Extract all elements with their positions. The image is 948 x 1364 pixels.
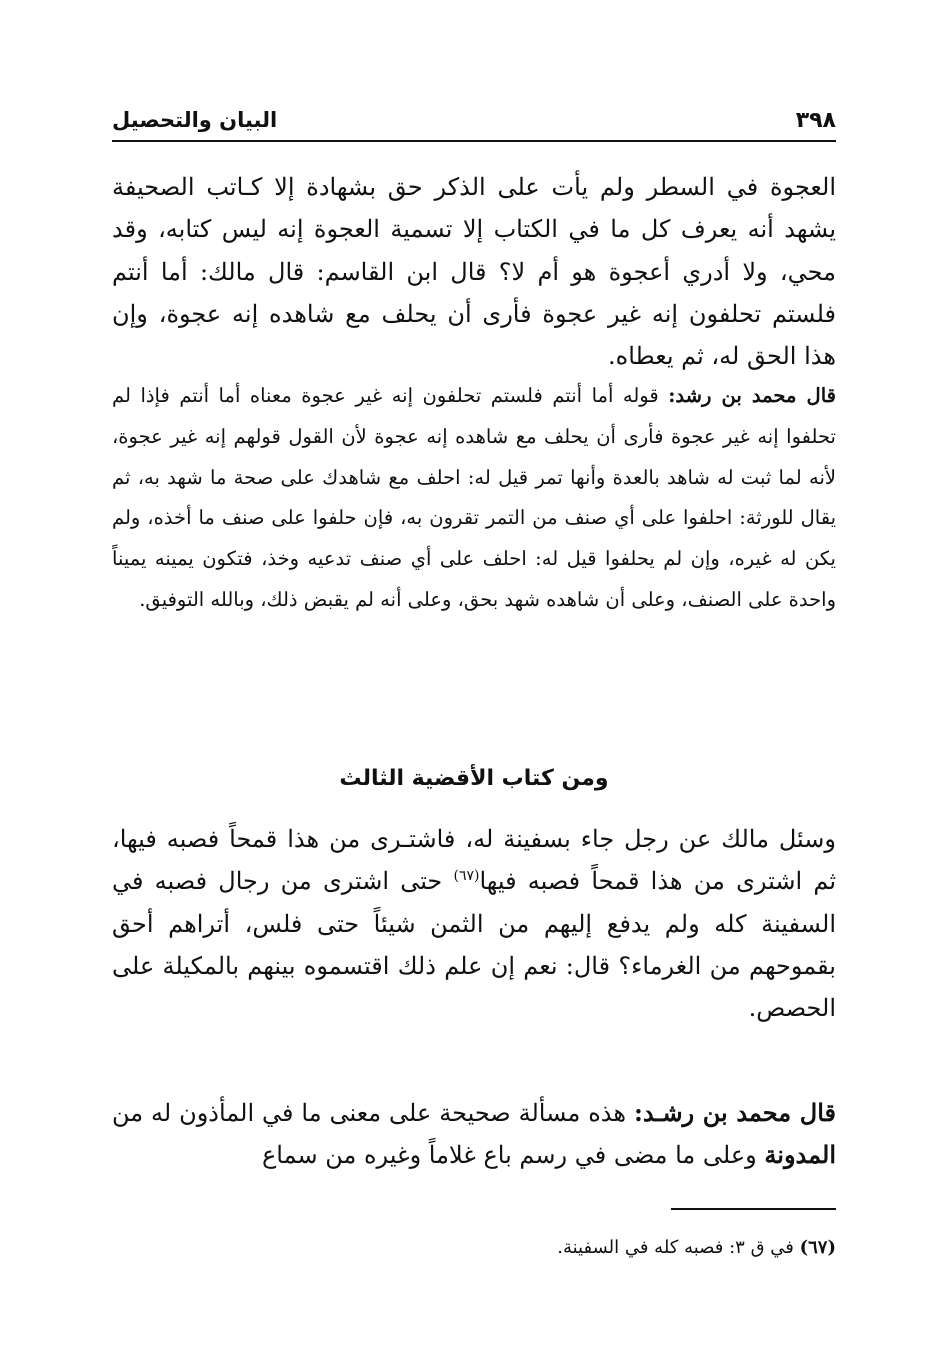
running-title: البيان والتحصيل (112, 108, 278, 132)
question-text-start: وسئل مالك عن رجل جاء بسفينة له، فاشتـرى من هذا قمحاً فصبه فيها، ثم اشترى من هذا قمحاً فصبه فيها (112, 825, 836, 896)
paragraph-4-commentary (112, 1092, 836, 1177)
paragraph-1: العجوة في السطر ولم يأت على الذكر حق بشهادة إلا كـاتب الصحيفة يشهد أنه يعرف كل ما في الكتاب إلا تسمية العجوة إنه ليس كتابه، وقد محي، ولا أدري أعجوة هو أم لا؟ قال ابن القاسم: قال مالك: أما أنتم فلستم تحلفون إنه غير عجوة فأرى أن يحلف مع شاهده إنه عجوة، وإن هذا الحق له، ثم يعطاه. (112, 173, 836, 371)
footnote (112, 1234, 836, 1262)
commentary-text: قوله أما أنتم فلستم تحلفون إنه غير عجوة معناه أما أنتم فإذا لم تحلفوا إنه غير عجوة فأرى أن يحلف مع شاهده إنه عجوة لأن القول قولهم إنه غير عجوة، لأنه لما ثبت له شاهد بالعدة وأنها تمر قيل له: احلف مع شاهدك على صحة ما شهد به، ثم يقال للورثة: احلفوا على أي صنف من التمر تقرون به، فإن حلفوا على صنف ما أخذه، ولم يكن له غيره، وإن لم يحلفوا قيل له: احلف على أي صنف تدعيه وخذ، فتكون يمينه يميناً واحدة على الصنف، وعلى أن شاهده شهد بحق، وعلى أنه لم يقبض ذلك، وبالله التوفيق. (112, 384, 836, 611)
commentary-text-2b: وعلى ما مضى في رسم باع غلاماً وغيره من سماع (261, 1141, 765, 1170)
question-text-end: حتى اشترى من رجال فصبه في السفينة كله ولم يدفع إليهم من الثمن شيئاً حتى فلس، أتراهم أحق بقموحهم من الغرماء؟ قال: نعم إن علم ذلك اقتسموه بينهم بالمكيلة على الحصص. (112, 867, 836, 1023)
footnote-reference[interactable]: (٦٧) (453, 868, 480, 885)
footnote-text: في ق ٣: فصبه كله في السفينة. (557, 1237, 800, 1258)
footnote-marker: (٦٧) (799, 1237, 836, 1258)
source-title: المدونة (764, 1140, 836, 1170)
commentary-lead-2: قال محمد بن رشـد: (633, 1098, 836, 1127)
commentary-lead: قال محمد بن رشد: (668, 384, 836, 407)
footnote-divider (671, 1208, 836, 1210)
page-number: ٣٩٨ (795, 108, 836, 133)
section-heading: ومن كتاب الأقضية الثالث (339, 766, 609, 791)
commentary-text-2a: هذه مسألة صحيحة على معنى ما في المأذون له من (112, 1099, 634, 1127)
paragraph-3-question (112, 818, 836, 1029)
running-head (112, 108, 836, 142)
paragraph-2-commentary (112, 376, 836, 621)
